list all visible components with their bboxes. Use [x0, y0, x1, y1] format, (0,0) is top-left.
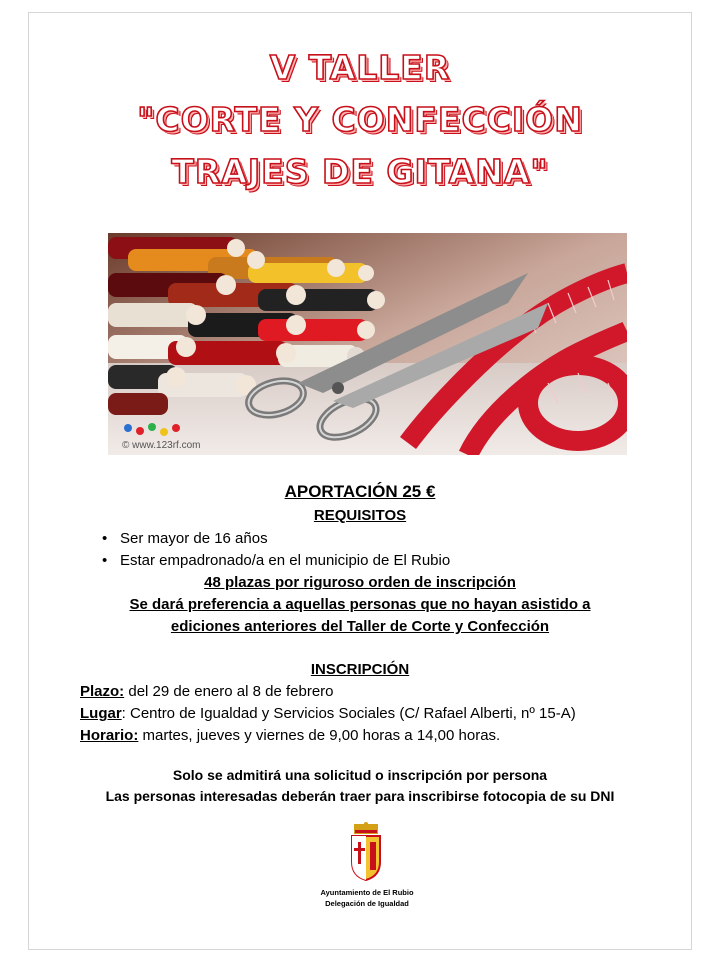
- inscripcion-heading: INSCRIPCIÓN: [310, 661, 410, 678]
- requisitos-list: [102, 528, 450, 572]
- dni-note: Las personas interesadas deberán traer para inscribirse fotocopia de su DNI: [105, 788, 615, 804]
- lugar-value: : Centro de Igualdad y Servicios Sociales (C/ Rafael Alberti, nº 15-A): [121, 705, 576, 722]
- horario-row: [80, 727, 500, 744]
- coat-of-arms-icon: [346, 822, 386, 882]
- title-line-2: "CORTE Y CONFECCIÓN: [137, 100, 583, 139]
- footer-delegacion: Delegación de Igualdad: [325, 899, 409, 908]
- preferencia-line-2: ediciones anteriores del Taller de Corte y Confección: [170, 618, 550, 635]
- solicitud-note: Solo se admitirá una solicitud o inscripción por persona: [172, 767, 548, 783]
- plazo-label: Plazo:: [80, 683, 125, 700]
- horario-value: martes, jueves y viernes de 9,00 horas a 14,00 horas.: [138, 727, 501, 744]
- aportacion-heading: APORTACIÓN 25 €: [284, 482, 436, 501]
- plazo-value: del 29 de enero al 8 de febrero: [124, 683, 334, 700]
- sewing-illustration: [108, 233, 627, 455]
- title-line-3: TRAJES DE GITANA": [171, 152, 549, 191]
- lugar-label: Lugar: [80, 705, 122, 722]
- requisito-item: • Ser mayor de 16 años: [102, 528, 450, 550]
- photo-watermark: © www.123rf.com: [122, 440, 201, 451]
- lugar-row: [80, 705, 576, 722]
- plazo-row: [80, 683, 334, 700]
- footer-ayuntamiento: Ayuntamiento de El Rubio: [320, 888, 414, 897]
- preferencia-line-1: Se dará preferencia a aquellas personas que no hayan asistido a: [129, 596, 591, 613]
- horario-label: Horario:: [80, 727, 139, 744]
- plazas-note: 48 plazas por riguroso orden de inscripción: [204, 574, 516, 591]
- requisitos-heading: REQUISITOS: [313, 507, 407, 524]
- title-line-1: V TALLER: [269, 48, 451, 87]
- sewing-photo: [108, 233, 627, 455]
- requisito-item: • Estar empadronado/a en el municipio de El Rubio: [102, 550, 450, 572]
